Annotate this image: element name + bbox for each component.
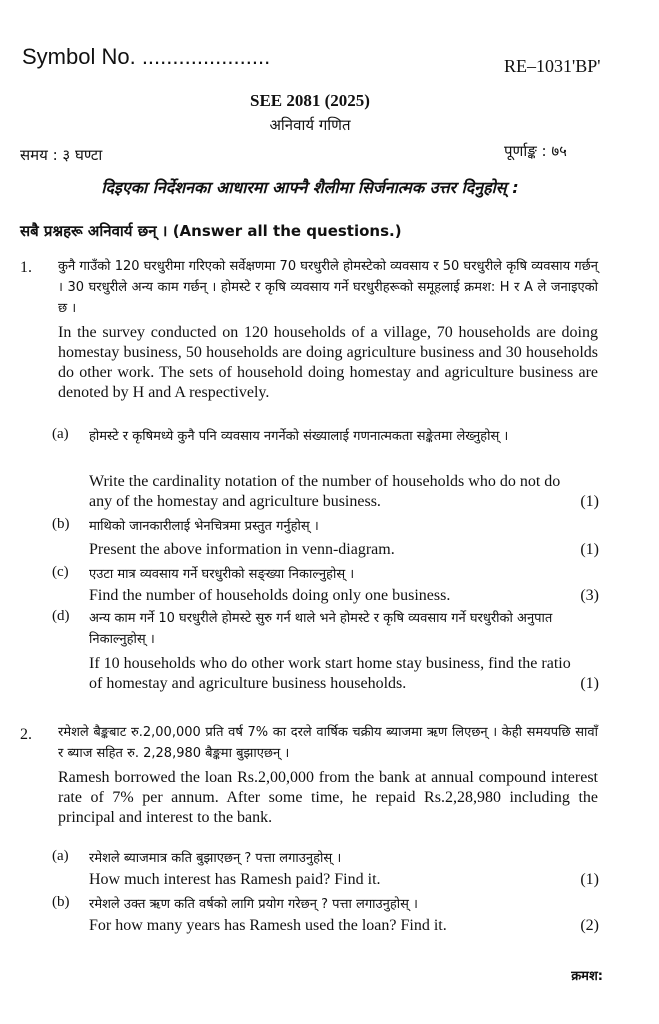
marks: (3): [580, 587, 599, 604]
marks: (1): [580, 871, 599, 888]
question-text-en: In the survey conducted on 120 households of a village, 70 households are doing homestay business, 50 households are doing agriculture business and 30 households do other work. The sets of household doing homestay and agriculture business are denoted by H and A respectively.: [58, 324, 598, 401]
sub-question-label: (c): [52, 564, 69, 580]
marks: (1): [580, 541, 599, 558]
sub-question-label: (b): [52, 516, 70, 532]
sub-question-label: (d): [52, 608, 70, 624]
creative-instruction: दिइएका निर्देशनका आधारमा आफ्नै शैलीमा सिर्जनात्मक उत्तर दिनुहोस् :: [101, 178, 519, 197]
full-marks: पूर्णाङ्क : ७५: [504, 142, 567, 160]
question-number: 1.: [20, 259, 32, 276]
exam-title: SEE 2081 (2025): [250, 91, 370, 110]
question-text-np: कुनै गाउँको 120 घरधुरीमा गरिएको सर्वेक्षणमा 70 घरधुरीले होमस्टेको व्यवसाय र 50 घरधुरीले कृषि व्यवसाय गर्छन् । 30 घरधुरीले अन्य काम गर्छन् । होमस्टे र कृषि व्यवसाय गर्ने घरधुरीहरूको समूहलाई क्रमश: H र A ले जनाइएको छ ।: [58, 259, 598, 316]
sub-question-label: (a): [52, 848, 69, 864]
sub-question-text-np: रमेशले ब्याजमात्र कति बुझाएछन् ? पत्ता लगाउनुहोस् ।: [89, 851, 342, 866]
sub-question-label: (b): [52, 894, 70, 910]
sub-question-text-np: एउटा मात्र व्यवसाय गर्ने घरधुरीको सङ्ख्या निकाल्नुहोस् ।: [89, 567, 355, 582]
sub-question-text-np: माथिको जानकारीलाई भेनचित्रमा प्रस्तुत गर्नुहोस् ।: [89, 519, 319, 534]
sub-question-text-np: अन्य काम गर्ने 10 घरधुरीले होमस्टे सुरु गर्न थाले भने होमस्टे र कृषि व्यवसाय गर्ने घरधुरीको अनुपात निकाल्नुहोस् ।: [89, 611, 553, 647]
sub-question-text-np: होमस्टे र कृषिमध्ये कुनै पनि व्यवसाय नगर्नेको संख्यालाई गणनात्मकता सङ्केतमा लेख्नुहोस् ।: [89, 429, 509, 444]
sub-question-text-en: (1) If 10 households who do other work start home stay business, find the ratio of homestay and agriculture business households.: [89, 655, 599, 692]
marks: (2): [580, 917, 599, 934]
marks: (1): [580, 493, 599, 510]
all-questions-instruction: सबै प्रश्नहरू अनिवार्य छन् । (Answer all the questions.): [20, 222, 402, 240]
paper-code: RE–1031'BP': [504, 56, 601, 76]
time-allowed: समय : ३ घण्टा: [20, 146, 103, 164]
question-number: 2.: [20, 726, 32, 743]
sub-question-label: (a): [52, 426, 69, 442]
symbol-number: Symbol No. .....................: [22, 44, 271, 69]
sub-question-text-en: (1) Write the cardinality notation of the number of households who do not do any of the homestay and agriculture business.: [89, 473, 599, 510]
sub-question-text-en: (1) How much interest has Ramesh paid? Find it.: [89, 871, 599, 888]
sub-question-text-np: रमेशले उक्त ऋण कति वर्षको लागि प्रयोग गरेछन् ? पत्ता लगाउनुहोस् ।: [89, 897, 418, 912]
question-text-np: रमेशले बैङ्कबाट रु.2,00,000 प्रति वर्ष 7% का दरले वार्षिक चक्रीय ब्याजमा ऋण लिएछन् । केही समयपछि सावाँ र ब्याज सहित रु. 2,28,980 बैङ्कमा बुझाएछन् ।: [58, 725, 598, 761]
continued-note: क्रमश:: [571, 969, 603, 984]
marks: (1): [580, 675, 599, 692]
subject-title: अनिवार्य गणित: [269, 116, 351, 134]
sub-question-text-en: (2) For how many years has Ramesh used the loan? Find it.: [89, 917, 599, 934]
sub-question-text-en: (1) Present the above information in venn-diagram.: [89, 541, 599, 558]
sub-question-text-en: (3) Find the number of households doing only one business.: [89, 587, 599, 604]
question-text-en: Ramesh borrowed the loan Rs.2,00,000 from the bank at annual compound interest rate of 7% per annum. After some time, he repaid Rs.2,28,980 including the principal and interest to the bank.: [58, 769, 598, 826]
